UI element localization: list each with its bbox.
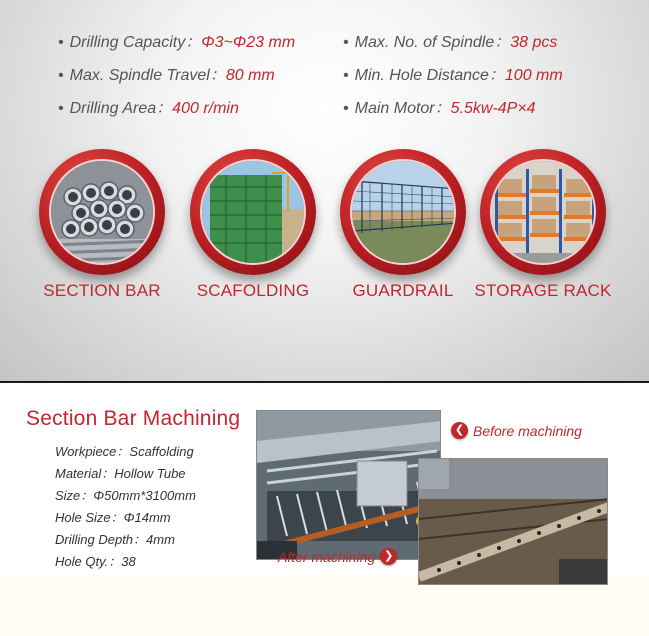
application-label: SCAFOLDING [196, 281, 310, 300]
detail-workpiece: Workpiece：Scaffolding [55, 444, 194, 459]
machining-section [0, 385, 649, 636]
after-machining-callout [278, 548, 397, 565]
application-list [0, 149, 649, 299]
guardrail-icon [340, 149, 466, 275]
before-machining-photo [256, 410, 441, 560]
application-guardrail[interactable] [333, 149, 473, 301]
spec-drilling-area: • Drilling Area：400 r/min [58, 100, 239, 117]
steel-pipes-icon [39, 149, 165, 275]
detail-hole-qty: Hole Qty.：38 [55, 554, 136, 569]
detail-material: Material：Hollow Tube [55, 466, 186, 481]
scaffolding-icon [190, 149, 316, 275]
detail-hole-size: Hole Size：Φ14mm [55, 510, 171, 525]
spec-max-spindle: • Max. No. of Spindle：38 pcs [343, 34, 558, 51]
section-title: Section Bar Machining [26, 407, 241, 430]
application-scaffolding[interactable] [183, 149, 323, 301]
after-machining-photo [418, 458, 608, 585]
application-storage-rack[interactable] [473, 149, 613, 301]
application-label: STORAGE RACK [474, 281, 612, 300]
spec-min-hole-distance: • Min. Hole Distance：100 mm [343, 67, 563, 84]
application-label: SECTION BAR [43, 281, 161, 300]
application-section-bar[interactable] [32, 149, 172, 301]
detail-drilling-depth: Drilling Depth：4mm [55, 532, 175, 547]
after-machining-label: After machining [278, 548, 376, 565]
chevron-right-icon: ❯ [380, 548, 397, 565]
spec-drilling-capacity: • Drilling Capacity：Φ3~Φ23 mm [58, 34, 296, 51]
application-label: GUARDRAIL [352, 281, 454, 300]
spec-spindle-travel: • Max. Spindle Travel：80 mm [58, 67, 275, 84]
spec-main-motor: • Main Motor：5.5kw-4P×4 [343, 100, 536, 117]
before-machining-callout [451, 422, 582, 439]
detail-size: Size：Φ50mm*3100mm [55, 488, 196, 503]
chevron-left-icon: ❮ [451, 422, 468, 439]
storage-rack-icon [480, 149, 606, 275]
before-machining-label: Before machining [473, 422, 582, 439]
